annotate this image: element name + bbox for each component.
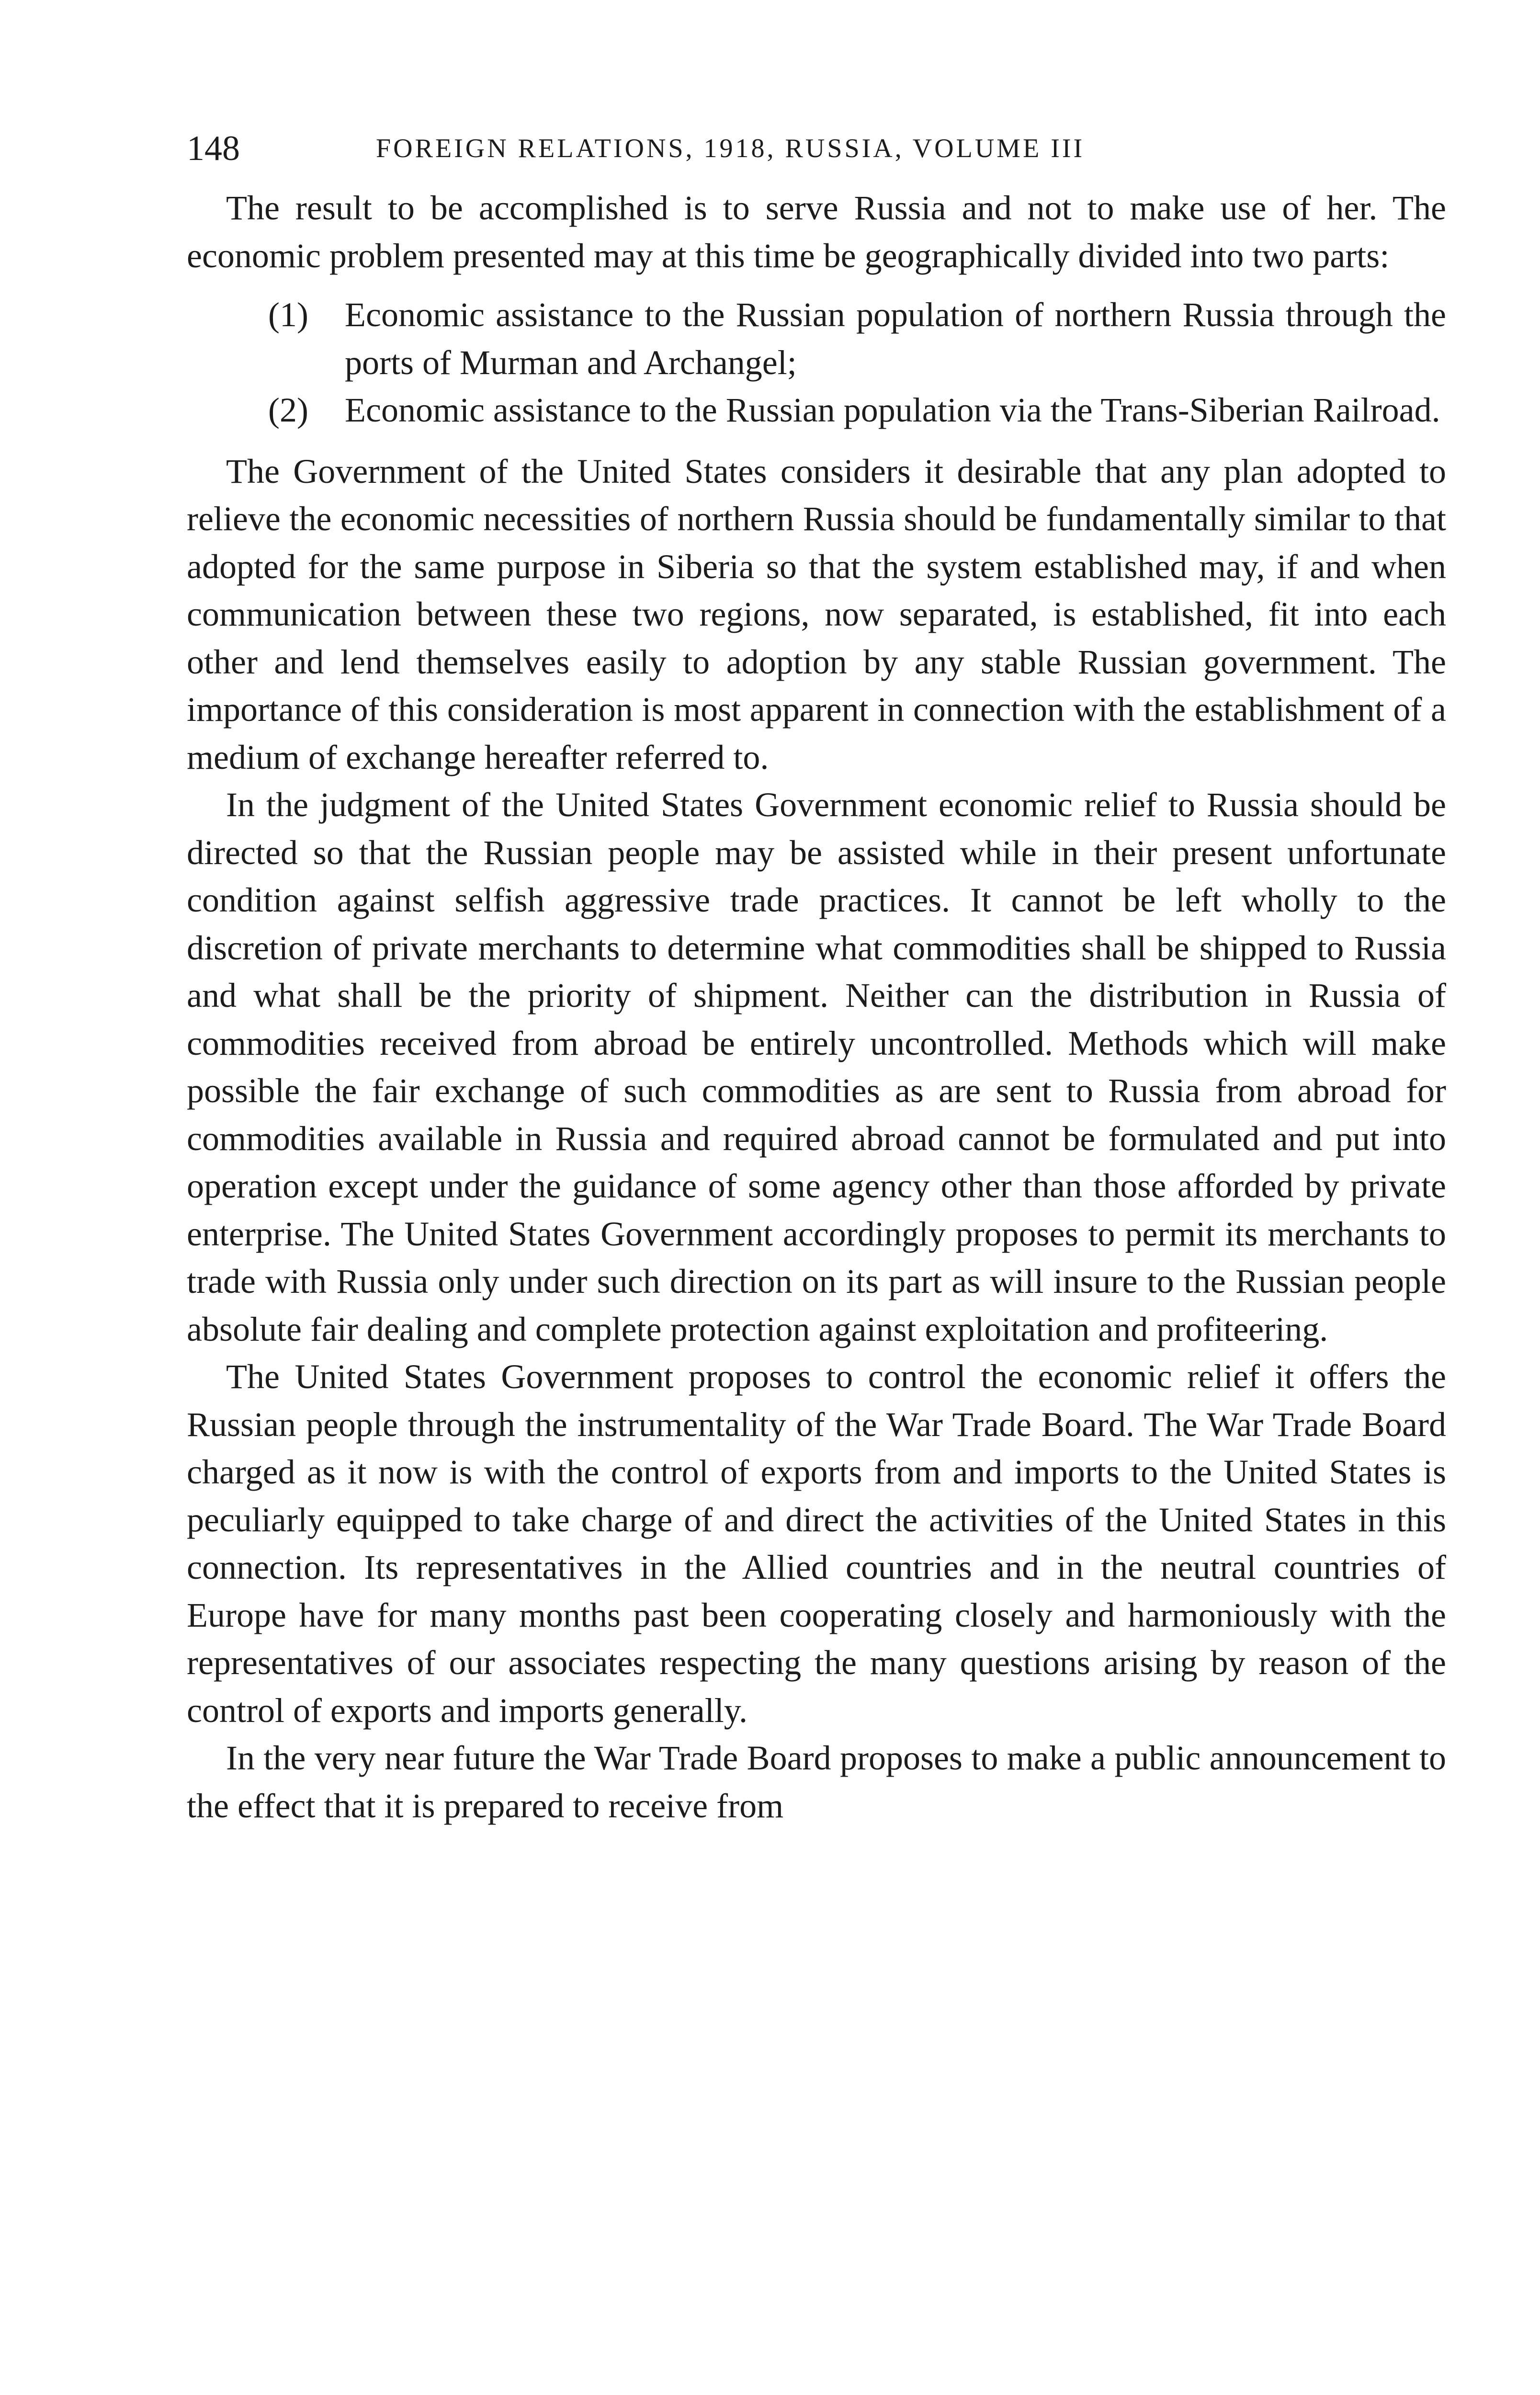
list-item: [187, 291, 1446, 387]
list-item-text: Economic assistance to the Russian population via the Trans-Siberian Railroad.: [345, 391, 1440, 429]
list-item-number: (2): [268, 391, 308, 429]
numbered-list: [187, 291, 1446, 434]
list-item-number: (1): [268, 296, 308, 334]
running-header: [187, 122, 1446, 175]
running-title: FOREIGN RELATIONS, 1918, RUSSIA, VOLUME III: [376, 134, 1085, 163]
intro-paragraph: The result to be accomplished is to serve Russia and not to make use of her. The economic problem presented may at this time be geographically divided into two parts:: [187, 189, 1446, 275]
list-item: [187, 387, 1446, 434]
paragraph-economic-relief: In the judgment of the United States Government economic relief to Russia should be directed so that the Russian people may be assisted while in their present unfortunate condition against selfish aggressive trade practices. It cannot be left wholly to the discretion of private merchants to determine what commodities shall be shipped to Russia and what shall be the priority of shipment. Neither can the distribution in Russia of commodities received from abroad be entirely uncontrolled. Methods which will make possible the fair exchange of such commodities as are sent to Russia from abroad for commodities available in Russia and required abroad cannot be formulated and put into operation except under the guidance of some agency other than those afforded by private enterprise. The United States Government accordingly proposes to permit its merchants to trade with Russia only under such direction on its part as will insure to the Russian people absolute fair dealing and complete protection against exploitation and profiteering.: [187, 786, 1446, 1348]
paragraph-plan-similarity: The Government of the United States considers it desirable that any plan adopted to relieve the economic necessities of northern Russia should be fundamentally similar to that adopted for the same purpose in Siberia so that the system established may, if and when communication between these two regions, now separated, is established, fit into each other and lend themselves easily to adoption by any stable Russian government. The importance of this consideration is most apparent in connection with the establishment of a medium of exchange hereafter referred to.: [187, 452, 1446, 776]
document-page: [187, 122, 1446, 1830]
list-item-text: Economic assistance to the Russian population of northern Russia through the ports of Murman and Archangel;: [345, 296, 1446, 382]
paragraph-war-trade-board: The United States Government proposes to control the economic relief it offers the Russian people through the instrumentality of the War Trade Board. The War Trade Board charged as it now is with the control of exports from and imports to the United States is peculiarly equipped to take charge of and direct the activities of the United States in this connection. Its representatives in the Allied countries and in the neutral countries of Europe have for many months past been cooperating closely and harmoniously with the representatives of our associates respecting the many questions arising by reason of the control of exports and imports generally.: [187, 1357, 1446, 1730]
paragraph-announcement: In the very near future the War Trade Board proposes to make a public announcement to the effect that it is prepared to receive from: [187, 1739, 1446, 1825]
page-number: 148: [187, 129, 240, 168]
